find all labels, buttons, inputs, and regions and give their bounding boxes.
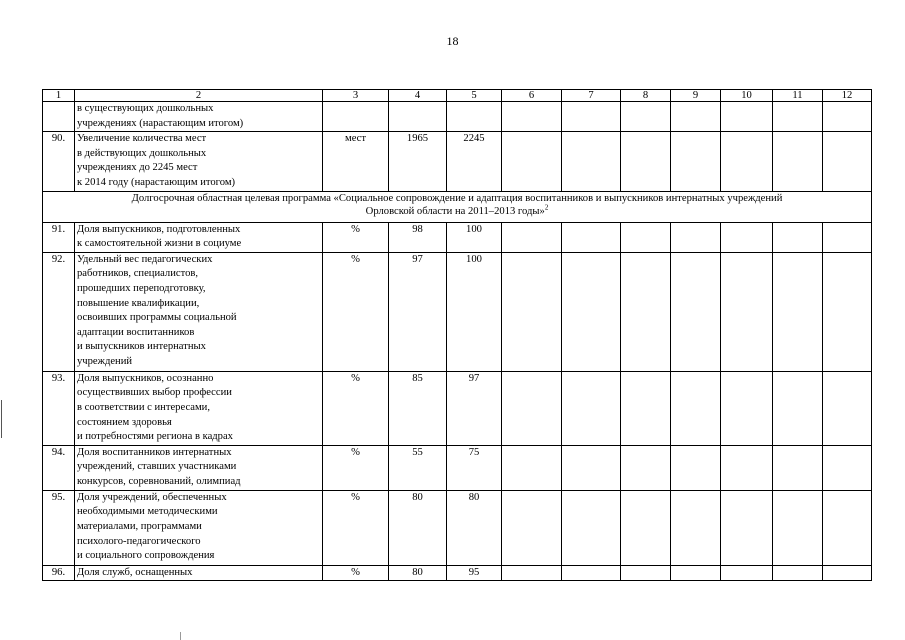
unit-cell (323, 102, 389, 132)
unit-cell: % (323, 252, 389, 371)
col-header: 11 (773, 90, 823, 102)
indicator-text: Доля учреждений, обеспеченных необходимыми методическими материалами, программами психолого-педагогического и социального сопровождения (77, 491, 227, 562)
value-col5: 80 (447, 490, 502, 565)
table-row (43, 222, 872, 252)
col-header: 10 (721, 90, 773, 102)
value-col4: 1965 (389, 132, 447, 191)
row-number: 90. (43, 132, 75, 191)
scan-speck (180, 632, 181, 640)
value-col5: 2245 (447, 132, 502, 191)
row-number: 93. (43, 371, 75, 445)
col-header: 6 (502, 90, 562, 102)
value-col5 (447, 102, 502, 132)
row-number: 96. (43, 565, 75, 581)
table-row (43, 102, 872, 132)
col-header: 3 (323, 90, 389, 102)
unit-cell: % (323, 222, 389, 252)
table-row (43, 445, 872, 490)
row-number (43, 102, 75, 132)
col-header: 1 (43, 90, 75, 102)
unit-cell: % (323, 490, 389, 565)
table-row (43, 565, 872, 581)
value-col4: 85 (389, 371, 447, 445)
indicator-text: Доля служб, оснащенных (77, 566, 193, 578)
col-header: 2 (75, 90, 323, 102)
program-title-line1: Долгосрочная областная целевая программа «Социальное сопровождение и адаптация воспитанников и выпускников интернатных учреждений (131, 192, 783, 204)
unit-cell: % (323, 565, 389, 581)
program-heading (43, 191, 872, 222)
column-number-row (43, 90, 872, 102)
indicator-text: Доля выпускников, осознанно осуществивших выбор профессии в соответствии с интересами, состоянием здоровья и потребностями региона в кадрах (77, 372, 233, 443)
value-col4 (389, 102, 447, 132)
program-heading-row (43, 191, 872, 222)
row-number: 94. (43, 445, 75, 490)
value-col5: 100 (447, 222, 502, 252)
col-header: 7 (562, 90, 621, 102)
table-row (43, 132, 872, 191)
value-col4: 80 (389, 565, 447, 581)
indicator-text: Доля выпускников, подготовленных к самостоятельной жизни в социуме (77, 223, 242, 250)
value-col4: 55 (389, 445, 447, 490)
indicator-text: Удельный вес педагогических работников, специалистов, прошедших переподготовку, повышение квалификации, освоивших программы социальной адаптации воспитанников и выпускников интернатных учреждений (77, 253, 237, 367)
value-col5: 97 (447, 371, 502, 445)
col-header: 12 (823, 90, 872, 102)
col-header: 9 (671, 90, 721, 102)
col-header: 4 (389, 90, 447, 102)
indicator-text: Доля воспитанников интернатных учреждений, ставших участниками конкурсов, соревнований, олимпиад (77, 446, 241, 487)
col-header: 5 (447, 90, 502, 102)
row-number: 95. (43, 490, 75, 565)
scan-margin-line (1, 400, 2, 438)
unit-cell: мест (323, 132, 389, 191)
table-row (43, 371, 872, 445)
value-col4: 80 (389, 490, 447, 565)
row-number: 92. (43, 252, 75, 371)
table-row (43, 252, 872, 371)
indicator-text: Увеличение количества мест в действующих дошкольных учреждениях до 2245 мест к 2014 году (нарастающим итогом) (77, 133, 236, 188)
value-col5: 95 (447, 565, 502, 581)
value-col5: 100 (447, 252, 502, 371)
col-header: 8 (621, 90, 671, 102)
program-title-line2: Орловской области на 2011–2013 годы» (365, 205, 545, 217)
indicators-table (42, 89, 872, 581)
value-col5: 75 (447, 445, 502, 490)
unit-cell: % (323, 445, 389, 490)
table-row (43, 490, 872, 565)
footnote-marker: 2 (544, 203, 549, 212)
row-number: 91. (43, 222, 75, 252)
indicator-text: в существующих дошкольных учреждениях (нарастающим итогом) (77, 103, 244, 129)
unit-cell: % (323, 371, 389, 445)
page-number: 18 (446, 34, 459, 48)
value-col4: 97 (389, 252, 447, 371)
value-col4: 98 (389, 222, 447, 252)
